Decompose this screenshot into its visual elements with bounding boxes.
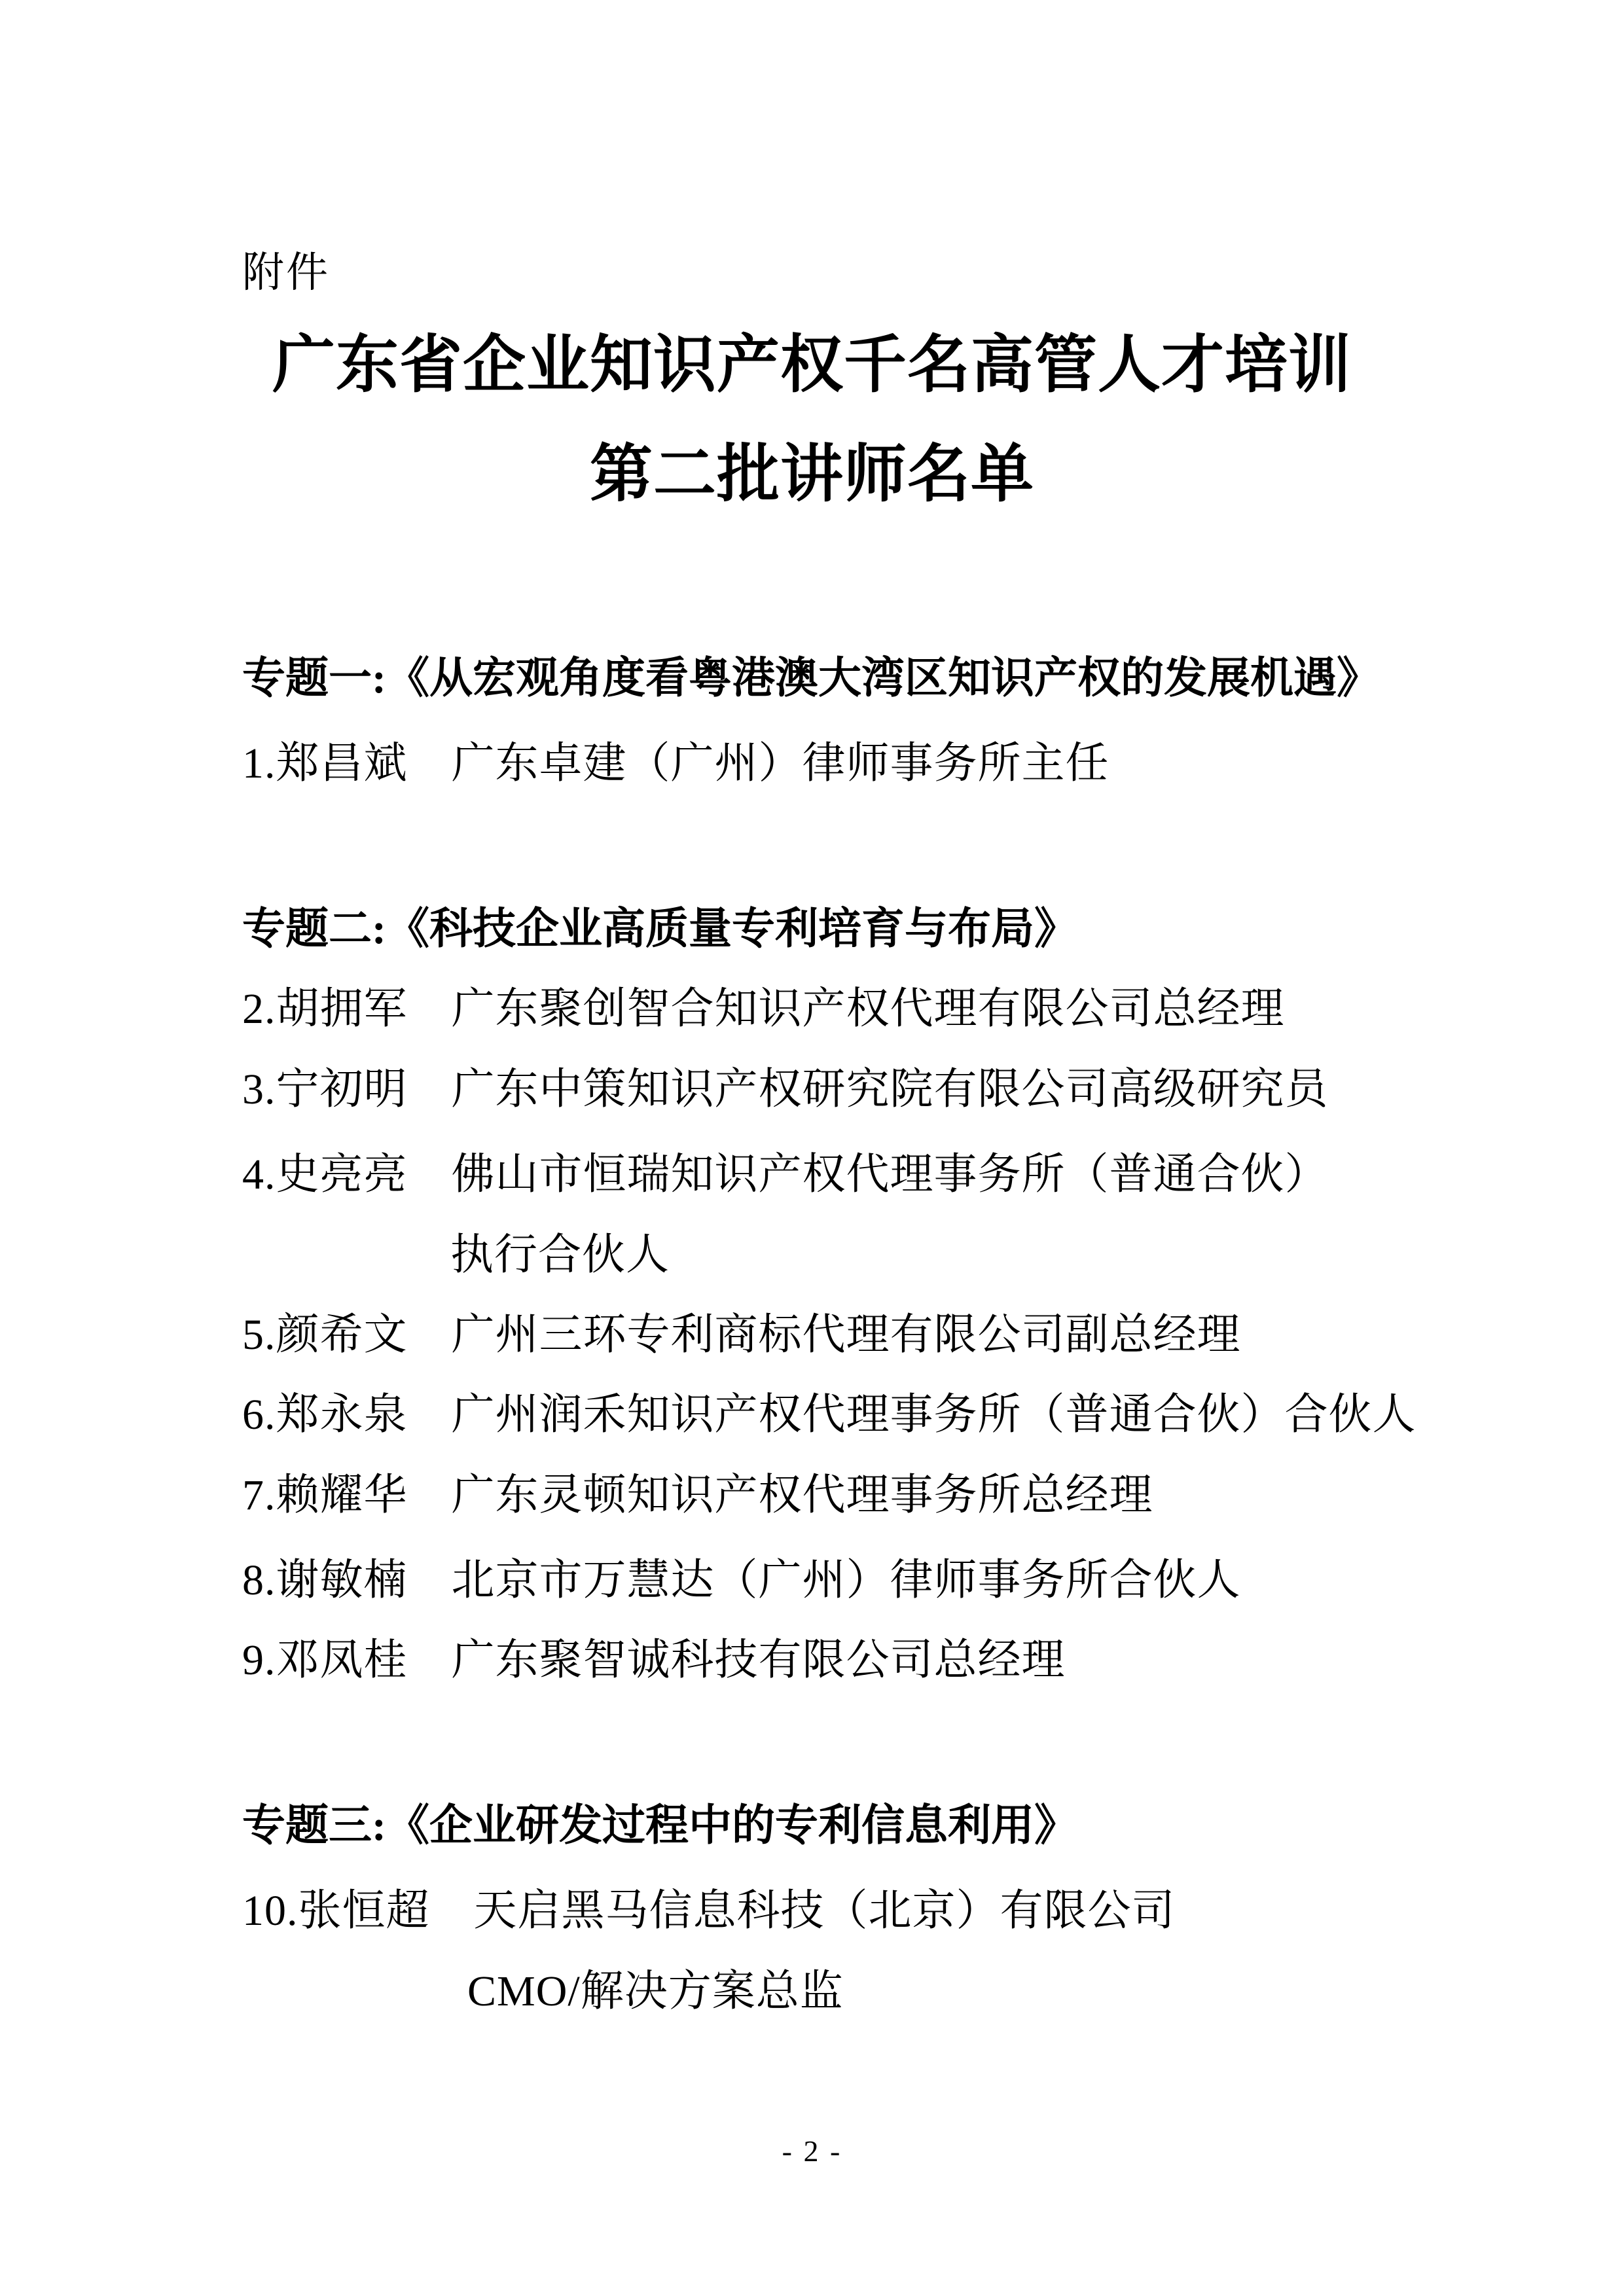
lecturer-line-6: 6.郑永泉 广州润禾知识产权代理事务所（普通合伙）合伙人	[242, 1391, 1416, 1439]
lecturer-line-9: 9.邓凤桂 广东聚智诚科技有限公司总经理	[242, 1636, 1066, 1684]
lecturer-line-7: 7.赖耀华 广东灵顿知识产权代理事务所总经理	[242, 1471, 1153, 1519]
lecturer-line-2: 2.胡拥军 广东聚创智合知识产权代理有限公司总经理	[242, 985, 1285, 1033]
section-3-heading: 专题三:《企业研发过程中的专利信息利用》	[242, 1802, 1077, 1850]
lecturer-line-4-continuation: 执行合伙人	[450, 1231, 670, 1279]
lecturer-line-10-continuation: CMO/解决方案总监	[467, 1967, 844, 2015]
document-title-line-1: 广东省企业知识产权千名高管人才培训	[272, 330, 1352, 400]
lecturer-line-8: 8.谢敏楠 北京市万慧达（广州）律师事务所合伙人	[242, 1556, 1241, 1604]
page-number: - 2 -	[782, 2134, 842, 2168]
section-2-heading: 专题二:《科技企业高质量专利培育与布局》	[242, 905, 1077, 953]
lecturer-line-4: 4.史亮亮 佛山市恒瑞知识产权代理事务所（普通合伙）	[242, 1151, 1329, 1198]
document-title-line-2: 第二批讲师名单	[590, 439, 1034, 509]
section-1-heading: 专题一:《从宏观角度看粤港澳大湾区知识产权的发展机遇》	[242, 655, 1380, 702]
lecturer-line-10: 10.张恒超 天启黑马信息科技（北京）有限公司	[242, 1887, 1176, 1935]
lecturer-line-5: 5.颜希文 广州三环专利商标代理有限公司副总经理	[242, 1311, 1241, 1359]
attachment-label: 附件	[242, 249, 330, 296]
lecturer-line-1: 1.郑昌斌 广东卓建（广州）律师事务所主任	[242, 740, 1110, 787]
lecturer-line-3: 3.宁初明 广东中策知识产权研究院有限公司高级研究员	[242, 1066, 1329, 1113]
